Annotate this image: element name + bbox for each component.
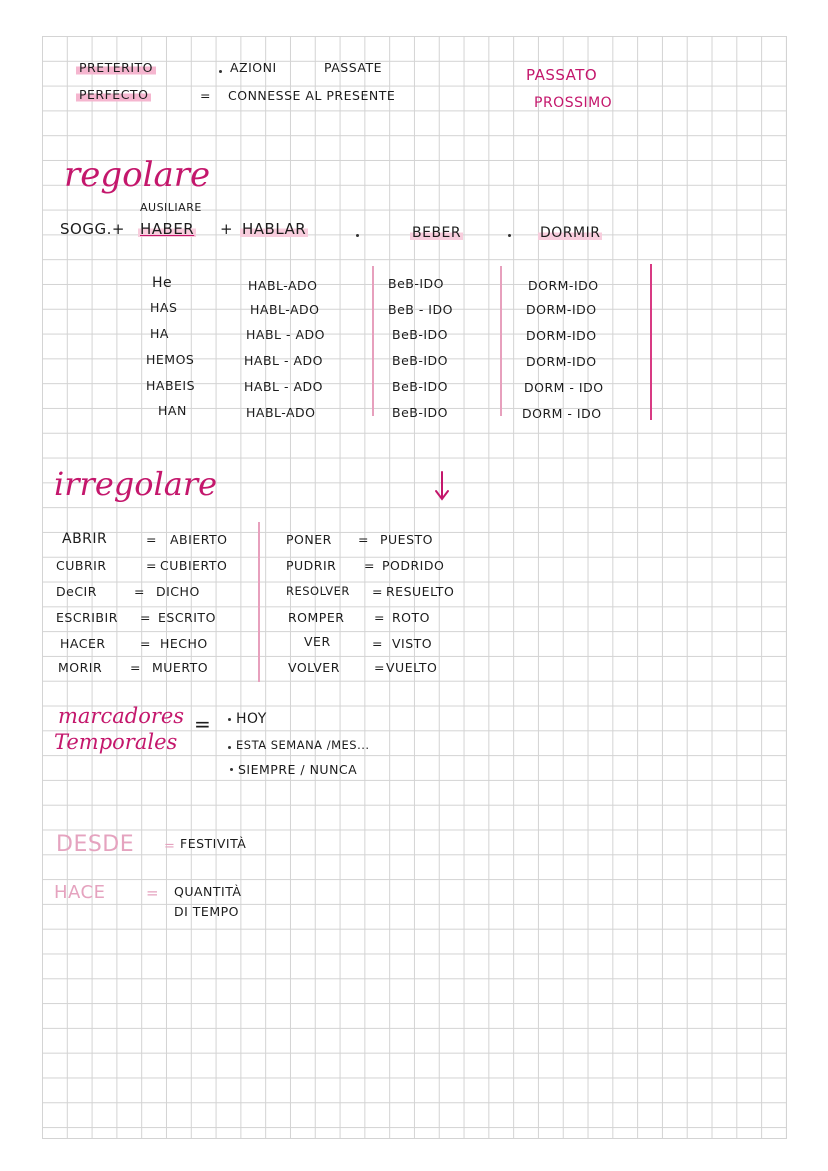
equals-sign: = (194, 712, 212, 736)
equals-sign: = (130, 660, 141, 675)
perfecto-label: PERFECTO (76, 89, 151, 102)
bebido-item: BeB-IDO (392, 379, 449, 394)
dormido-item: DORM-IDO (526, 328, 597, 343)
column-divider (650, 264, 652, 420)
equals-sign: = (200, 88, 211, 103)
irregular-verb: CUBRIR (56, 558, 107, 573)
irregular-participle: ESCRITO (158, 610, 216, 625)
irregular-verb: VER (304, 634, 331, 649)
bebido-item: BeB-IDO (388, 276, 445, 291)
irregular-participle: VISTO (392, 636, 433, 651)
desde-meaning: FESTIVITÀ (180, 836, 247, 851)
subject-item: HEMOS (146, 352, 195, 367)
irregular-verb: RESOLVER (286, 584, 350, 598)
temporales-label: Temporales (54, 730, 178, 754)
hablado-item: HABL - ADO (246, 327, 325, 342)
irregular-participle: ROTO (392, 610, 430, 625)
dormir-label: DORMIR (540, 225, 601, 241)
irregular-participle: ABIERTO (170, 532, 228, 547)
bebido-item: BeB-IDO (392, 353, 449, 368)
hablado-item: HABL - ADO (244, 379, 323, 394)
equals-sign: = (374, 660, 385, 675)
irregular-verb: PONER (286, 532, 332, 547)
regolare-title: regolare (64, 155, 211, 195)
dormido-item: DORM-IDO (526, 302, 597, 317)
irregular-participle: DICHO (156, 584, 200, 599)
down-arrow-icon (432, 470, 452, 502)
subject-item: HAS (150, 300, 178, 315)
passato-label: PASSATO (526, 66, 598, 84)
equals-sign: = (358, 532, 369, 547)
equals-sign: = (372, 584, 383, 599)
beber-label: BEBER (412, 225, 462, 241)
column-divider (500, 266, 502, 416)
desde-label: DESDE (56, 832, 135, 857)
irregular-verb: PUDRIR (286, 558, 337, 573)
irregular-participle: PODRIDO (382, 558, 445, 573)
hablar-label: HABLAR (242, 220, 307, 238)
equals-sign: = (146, 558, 157, 573)
irregular-verb: VOLVER (288, 660, 340, 675)
hace-meaning: DI TEMPO (174, 904, 239, 919)
hace-meaning: QUANTITÀ (174, 884, 242, 899)
subject-item: He (152, 275, 173, 291)
irregular-participle: VUELTO (386, 660, 438, 675)
irregular-participle: MUERTO (152, 660, 209, 675)
marcador-item: HOY (236, 711, 267, 727)
equals-sign: = (140, 636, 151, 651)
bullet-dot (230, 768, 233, 771)
hablado-item: HABL-ADO (250, 302, 320, 317)
preterito-label: PRETERITO (76, 62, 156, 75)
bullet-dot (508, 234, 511, 237)
haber-label: HABER (140, 220, 195, 238)
irregular-participle: CUBIERTO (160, 558, 228, 573)
marcador-item: ESTA SEMANA /MES... (236, 738, 370, 752)
hablado-item: HABL-ADO (246, 405, 316, 420)
bullet-dot (228, 718, 231, 721)
dormido-item: DORM-IDO (526, 354, 597, 369)
equals-sign: = (140, 610, 151, 625)
dormido-item: DORM-IDO (528, 278, 599, 293)
irregular-verb: MORIR (58, 660, 103, 675)
irregular-verb: HACER (60, 636, 106, 651)
subject-item: HA (150, 326, 169, 341)
marcador-item: SIEMPRE / NUNCA (238, 762, 358, 777)
irregular-participle: RESUELTO (386, 584, 455, 599)
dormido-item: DORM - IDO (524, 380, 604, 395)
bullet-dot (356, 234, 359, 237)
equals-sign: = (374, 610, 385, 625)
irregolare-title: irregolare (54, 465, 218, 503)
equals-sign: = (372, 636, 383, 651)
subject-item: HAN (158, 403, 187, 418)
ausiliare-label: AUSILIARE (140, 201, 202, 214)
column-divider (258, 522, 260, 682)
irregular-verb: ABRIR (62, 531, 108, 547)
irregular-verb: DeCIR (56, 584, 97, 599)
irregular-verb: ROMPER (288, 610, 345, 625)
bebido-item: BeB-IDO (392, 405, 449, 420)
irregular-participle: PUESTO (380, 532, 433, 547)
plus-sign: + (220, 220, 234, 238)
dormido-item: DORM - IDO (522, 406, 602, 421)
passate-label: PASSATE (324, 60, 383, 75)
azioni-label: AZIONI (230, 60, 277, 75)
connesse-label: CONNESSE AL PRESENTE (228, 88, 396, 103)
bebido-item: BeB-IDO (392, 327, 449, 342)
equals-sign: = (164, 839, 176, 854)
equals-sign: = (134, 584, 145, 599)
bullet-dot (219, 70, 222, 73)
marcadores-label: marcadores (58, 704, 185, 728)
equals-sign: = (146, 884, 160, 902)
hablado-item: HABL - ADO (244, 353, 323, 368)
hace-label: HACE (54, 882, 106, 903)
irregular-verb: ESCRIBIR (56, 610, 118, 625)
prossimo-label: PROSSIMO (534, 95, 613, 111)
subject-item: HABEIS (146, 378, 196, 393)
bebido-item: BeB - IDO (388, 302, 453, 317)
equals-sign: = (146, 532, 157, 547)
equals-sign: = (364, 558, 375, 573)
sogg-label: SOGG.+ (60, 220, 125, 238)
hablado-item: HABL-ADO (248, 278, 318, 293)
irregular-participle: HECHO (160, 636, 208, 651)
column-divider (372, 266, 374, 416)
bullet-dot (228, 746, 231, 749)
